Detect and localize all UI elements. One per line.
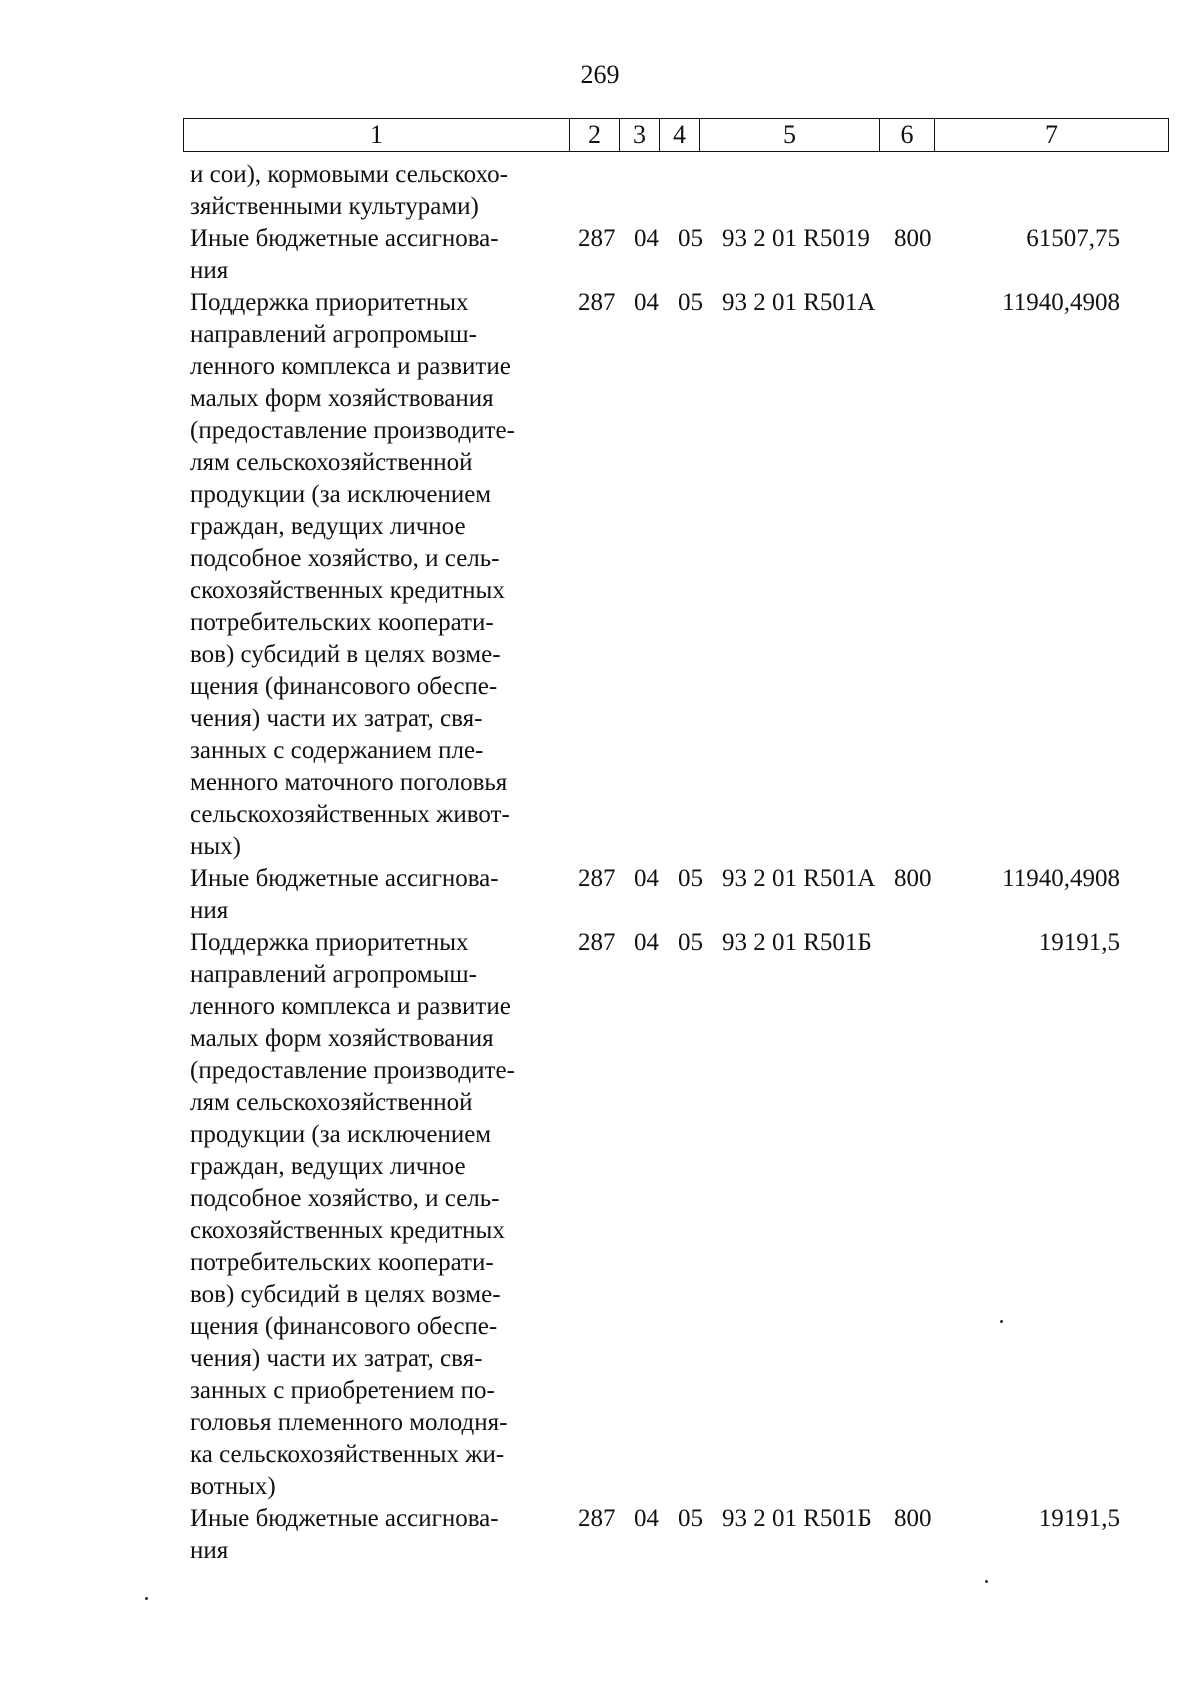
code-col-2: 287 bbox=[578, 1505, 616, 1532]
code-col-2: 287 bbox=[578, 929, 616, 956]
column-header-7: 7 bbox=[935, 119, 1169, 152]
code-col-4: 05 bbox=[678, 929, 703, 956]
code-col-2: 287 bbox=[578, 225, 616, 252]
scan-speck bbox=[145, 1597, 148, 1600]
table-row bbox=[0, 287, 1200, 863]
code-col-6: 800 bbox=[894, 865, 932, 892]
table-row bbox=[0, 223, 1200, 287]
page-number: 269 bbox=[580, 60, 620, 89]
column-header-1: 1 bbox=[184, 119, 570, 152]
column-header-4: 4 bbox=[660, 119, 700, 152]
code-col-2: 287 bbox=[578, 865, 616, 892]
code-col-4: 05 bbox=[678, 289, 703, 316]
column-header-5: 5 bbox=[700, 119, 880, 152]
code-col-3: 04 bbox=[634, 289, 659, 316]
scan-speck bbox=[1000, 1320, 1003, 1323]
column-header-3: 3 bbox=[620, 119, 660, 152]
table-body bbox=[0, 159, 1200, 1567]
row-amount: 19191,5 bbox=[1038, 929, 1120, 956]
column-header-2: 2 bbox=[570, 119, 620, 152]
column-header-row bbox=[184, 119, 1169, 152]
code-col-3: 04 bbox=[634, 225, 659, 252]
row-amount: 61507,75 bbox=[1026, 225, 1120, 252]
code-col-3: 04 bbox=[634, 865, 659, 892]
row-description: и сои), кормовыми сельскохо- зяйственными культурами) bbox=[190, 161, 508, 220]
code-col-5: 93 2 01 R501Б bbox=[722, 929, 872, 956]
row-description: Поддержка приоритетных направлений агропромыш- ленного комплекса и развитие малых форм хозяйствования (предоставление производите- лям сельскохозяйственной продукции (за исключением граждан, ведущих личное подсобное хозяйство, и сель- скохозяйственных кредитных потребительских кооперати- вов) субсидий в целях возме- щения (финансового обеспе- чения) части их затрат, свя- занных с содержанием пле- менного маточного поголовья сельскохозяйственных живот- ных) bbox=[190, 289, 515, 860]
row-description: Иные бюджетные ассигнова- ния bbox=[190, 865, 499, 924]
column-header-6: 6 bbox=[880, 119, 935, 152]
row-description: Иные бюджетные ассигнова- ния bbox=[190, 225, 499, 284]
code-col-4: 05 bbox=[678, 225, 703, 252]
code-col-6: 800 bbox=[894, 1505, 932, 1532]
table-row bbox=[0, 927, 1200, 1503]
column-header-table bbox=[183, 118, 1169, 152]
row-amount: 11940,4908 bbox=[1002, 865, 1120, 892]
code-col-5: 93 2 01 R501A bbox=[722, 865, 876, 892]
code-col-5: 93 2 01 R501Б bbox=[722, 1505, 872, 1532]
scan-speck bbox=[985, 1580, 988, 1583]
table-row bbox=[0, 863, 1200, 927]
row-amount: 11940,4908 bbox=[1002, 289, 1120, 316]
code-col-4: 05 bbox=[678, 865, 703, 892]
code-col-4: 05 bbox=[678, 1505, 703, 1532]
row-description: Иные бюджетные ассигнова- ния bbox=[190, 1505, 499, 1564]
code-col-2: 287 bbox=[578, 289, 616, 316]
code-col-6: 800 bbox=[894, 225, 932, 252]
code-col-3: 04 bbox=[634, 929, 659, 956]
code-col-3: 04 bbox=[634, 1505, 659, 1532]
code-col-5: 93 2 01 R501A bbox=[722, 289, 876, 316]
row-description: Поддержка приоритетных направлений агропромыш- ленного комплекса и развитие малых форм хозяйствования (предоставление производите- лям сельскохозяйственной продукции (за исключением граждан, ведущих личное подсобное хозяйство, и сель- скохозяйственных кредитных потребительских кооперати- вов) субсидий в целях возме- щения (финансового обеспе- чения) части их затрат, свя- занных с приобретением по- головья племенного молодня- ка сельскохозяйственных жи- вотных) bbox=[190, 929, 515, 1500]
row-amount: 19191,5 bbox=[1038, 1505, 1120, 1532]
code-col-5: 93 2 01 R5019 bbox=[722, 225, 870, 252]
table-row bbox=[0, 159, 1200, 223]
table-row bbox=[0, 1503, 1200, 1567]
